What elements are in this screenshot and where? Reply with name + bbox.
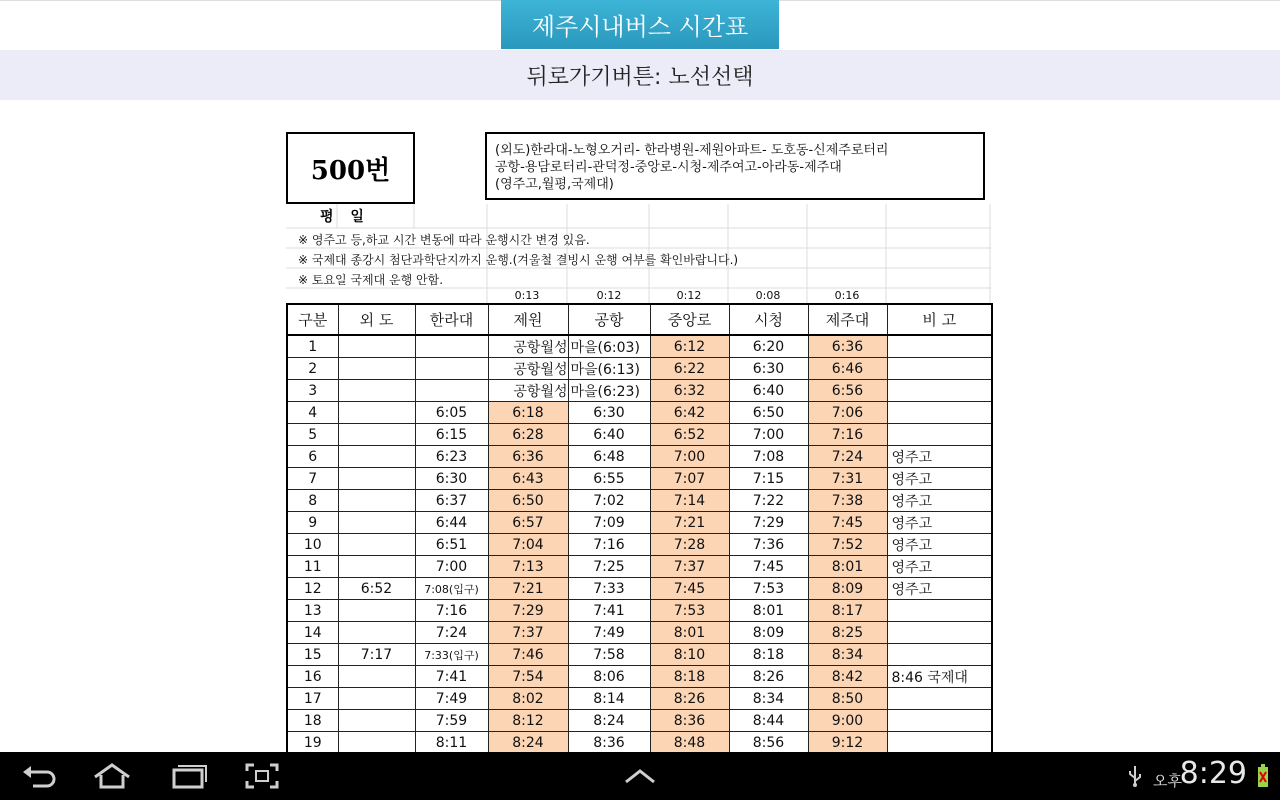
col-header-index: 구분 xyxy=(287,304,338,335)
cell-jungangro: 6:52 xyxy=(650,424,729,446)
cell-airport: 8:06 xyxy=(568,666,650,688)
cell-halla: 8:11 xyxy=(415,732,488,754)
cell-index: 12 xyxy=(287,578,338,600)
cell-oedo xyxy=(338,402,415,424)
recent-apps-icon[interactable] xyxy=(168,752,210,800)
col-header-jewon: 제원 xyxy=(488,304,568,335)
cell-jungangro: 7:45 xyxy=(650,578,729,600)
cell-jewon: 7:21 xyxy=(488,578,568,600)
cell-oedo xyxy=(338,358,415,380)
clock-time: 8:29 xyxy=(1179,756,1247,791)
cell-cityhall: 8:26 xyxy=(729,666,808,688)
cell-jewon: 7:37 xyxy=(488,622,568,644)
cell-cityhall: 8:56 xyxy=(729,732,808,754)
screenshot-icon[interactable] xyxy=(243,752,281,800)
cell-jejudae: 8:01 xyxy=(808,556,887,578)
cell-jungangro: 8:36 xyxy=(650,710,729,732)
cell-airport: 8:14 xyxy=(568,688,650,710)
cell-jungangro: 6:32 xyxy=(650,380,729,402)
travel-time-jewon: 0:13 xyxy=(514,289,540,302)
cell-halla: 6:37 xyxy=(415,490,488,512)
cell-cityhall: 7:00 xyxy=(729,424,808,446)
table-row xyxy=(287,688,992,710)
cell-index: 4 xyxy=(287,402,338,424)
route-desc-line-2: 공항-용담로터리-관덕정-중앙로-시청-제주여고-아라동-제주대 xyxy=(495,160,842,175)
cell-cityhall: 7:36 xyxy=(729,534,808,556)
cell-jewon: 7:54 xyxy=(488,666,568,688)
cell-airport: 6:30 xyxy=(568,402,650,424)
table-row xyxy=(287,512,992,534)
cell-halla: 6:44 xyxy=(415,512,488,534)
table-row xyxy=(287,666,992,688)
cell-airport: 마을(6:13) xyxy=(568,358,650,380)
cell-oedo xyxy=(338,732,415,754)
note-1: ※ 영주고 등,하교 시간 변동에 따라 운행시간 변경 있음. xyxy=(298,233,590,247)
route-number: 500번 xyxy=(286,132,415,204)
cell-jejudae: 7:06 xyxy=(808,402,887,424)
cell-airport: 7:02 xyxy=(568,490,650,512)
cell-cityhall: 7:45 xyxy=(729,556,808,578)
cell-jejudae: 7:31 xyxy=(808,468,887,490)
cell-halla: 6:51 xyxy=(415,534,488,556)
cell-remarks: 영주고 xyxy=(887,512,992,534)
cell-jungangro: 6:42 xyxy=(650,402,729,424)
cell-cityhall: 8:34 xyxy=(729,688,808,710)
route-desc-line-1: (외도)한라대-노형오거리- 한라병원-제원아파트- 도호동-신제주로터리 xyxy=(495,143,889,158)
table-row xyxy=(287,578,992,600)
chevron-up-icon[interactable] xyxy=(622,752,658,800)
cell-oedo xyxy=(338,512,415,534)
cell-cityhall: 6:40 xyxy=(729,380,808,402)
cell-airport: 6:48 xyxy=(568,446,650,468)
cell-cityhall: 8:09 xyxy=(729,622,808,644)
timetable xyxy=(286,303,993,754)
table-row xyxy=(287,622,992,644)
cell-jewon: 7:04 xyxy=(488,534,568,556)
cell-remarks: 영주고 xyxy=(887,556,992,578)
cell-cityhall: 8:01 xyxy=(729,600,808,622)
cell-remarks xyxy=(887,732,992,754)
cell-cityhall: 8:44 xyxy=(729,710,808,732)
cell-index: 7 xyxy=(287,468,338,490)
cell-jejudae: 7:24 xyxy=(808,446,887,468)
cell-index: 2 xyxy=(287,358,338,380)
cell-jejudae: 8:09 xyxy=(808,578,887,600)
cell-jejudae: 8:34 xyxy=(808,644,887,666)
col-header-jungangro: 중앙로 xyxy=(650,304,729,335)
cell-remarks xyxy=(887,402,992,424)
note-2: ※ 국제대 종강시 첨단과학단지까지 운행.(겨울철 결빙시 운행 여부를 확인바랍니다.) xyxy=(298,253,739,267)
cell-jewon: 공항월성 xyxy=(488,380,568,402)
cell-cityhall: 6:30 xyxy=(729,358,808,380)
col-header-cityhall: 시청 xyxy=(729,304,808,335)
cell-halla: 7:08(입구) xyxy=(415,578,488,600)
cell-jungangro: 7:14 xyxy=(650,490,729,512)
cell-oedo xyxy=(338,622,415,644)
cell-index: 9 xyxy=(287,512,338,534)
table-row xyxy=(287,358,992,380)
cell-halla: 6:30 xyxy=(415,468,488,490)
cell-cityhall: 7:08 xyxy=(729,446,808,468)
cell-jewon: 6:36 xyxy=(488,446,568,468)
cell-oedo xyxy=(338,534,415,556)
cell-jejudae: 7:45 xyxy=(808,512,887,534)
table-header-row xyxy=(287,304,992,335)
table-row xyxy=(287,644,992,666)
cell-index: 1 xyxy=(287,335,338,358)
cell-halla: 6:23 xyxy=(415,446,488,468)
cell-cityhall: 7:29 xyxy=(729,512,808,534)
cell-jungangro: 8:10 xyxy=(650,644,729,666)
cell-airport: 7:16 xyxy=(568,534,650,556)
cell-cityhall: 7:15 xyxy=(729,468,808,490)
table-row xyxy=(287,490,992,512)
cell-airport: 8:24 xyxy=(568,710,650,732)
table-row xyxy=(287,534,992,556)
cell-oedo xyxy=(338,446,415,468)
cell-halla: 7:59 xyxy=(415,710,488,732)
cell-jejudae: 9:00 xyxy=(808,710,887,732)
cell-cityhall: 6:50 xyxy=(729,402,808,424)
cell-jungangro: 8:01 xyxy=(650,622,729,644)
col-header-jejudae: 제주대 xyxy=(808,304,887,335)
day-type-label: 평 일 xyxy=(320,209,370,225)
back-hint-text: 뒤로가기버튼: 노선선택 xyxy=(526,64,754,90)
cell-airport: 6:55 xyxy=(568,468,650,490)
cell-oedo xyxy=(338,710,415,732)
cell-remarks: 8:46 국제대 xyxy=(887,666,992,688)
cell-halla: 7:24 xyxy=(415,622,488,644)
route-desc-line-3: (영주고,월평,국제대) xyxy=(495,177,614,192)
cell-jejudae: 6:36 xyxy=(808,335,887,358)
cell-halla: 6:05 xyxy=(415,402,488,424)
cell-jungangro: 7:00 xyxy=(650,446,729,468)
route-description xyxy=(485,132,985,200)
page-title: 제주시내버스 시간표 xyxy=(501,0,779,49)
cell-index: 14 xyxy=(287,622,338,644)
cell-jewon: 6:18 xyxy=(488,402,568,424)
col-header-halla: 한라대 xyxy=(415,304,488,335)
back-icon[interactable] xyxy=(18,752,60,800)
col-header-oedo: 외 도 xyxy=(338,304,415,335)
cell-airport: 7:09 xyxy=(568,512,650,534)
table-row xyxy=(287,600,992,622)
cell-jejudae: 8:42 xyxy=(808,666,887,688)
cell-jewon: 공항월성 xyxy=(488,335,568,358)
clock-ampm: 오후 xyxy=(1153,772,1182,790)
table-row xyxy=(287,710,992,732)
cell-jungangro: 8:18 xyxy=(650,666,729,688)
cell-airport: 7:58 xyxy=(568,644,650,666)
cell-jungangro: 7:21 xyxy=(650,512,729,534)
col-header-airport: 공항 xyxy=(568,304,650,335)
cell-jewon: 7:46 xyxy=(488,644,568,666)
table-row xyxy=(287,732,992,754)
cell-oedo xyxy=(338,556,415,578)
cell-index: 8 xyxy=(287,490,338,512)
cell-oedo xyxy=(338,380,415,402)
cell-remarks xyxy=(887,335,992,358)
cell-remarks xyxy=(887,358,992,380)
cell-oedo xyxy=(338,666,415,688)
cell-jewon: 8:24 xyxy=(488,732,568,754)
col-header-remarks: 비 고 xyxy=(887,304,992,335)
cell-jejudae: 7:38 xyxy=(808,490,887,512)
battery-icon xyxy=(1256,752,1270,800)
cell-airport: 7:33 xyxy=(568,578,650,600)
cell-halla: 7:16 xyxy=(415,600,488,622)
cell-halla xyxy=(415,335,488,358)
cell-remarks xyxy=(887,600,992,622)
cell-index: 17 xyxy=(287,688,338,710)
cell-jungangro: 7:37 xyxy=(650,556,729,578)
cell-airport: 마을(6:23) xyxy=(568,380,650,402)
cell-jungangro: 7:28 xyxy=(650,534,729,556)
timetable-sheet xyxy=(286,132,991,751)
cell-remarks xyxy=(887,688,992,710)
cell-airport: 7:25 xyxy=(568,556,650,578)
cell-index: 13 xyxy=(287,600,338,622)
cell-jewon: 6:43 xyxy=(488,468,568,490)
cell-jejudae: 9:12 xyxy=(808,732,887,754)
table-row xyxy=(287,424,992,446)
cell-jungangro: 6:22 xyxy=(650,358,729,380)
cell-jungangro: 7:53 xyxy=(650,600,729,622)
cell-oedo xyxy=(338,600,415,622)
cell-oedo xyxy=(338,490,415,512)
cell-index: 10 xyxy=(287,534,338,556)
cell-index: 11 xyxy=(287,556,338,578)
cell-jejudae: 6:56 xyxy=(808,380,887,402)
cell-halla: 7:41 xyxy=(415,666,488,688)
cell-jejudae: 6:46 xyxy=(808,358,887,380)
cell-halla: 6:15 xyxy=(415,424,488,446)
cell-oedo xyxy=(338,468,415,490)
cell-jungangro: 8:48 xyxy=(650,732,729,754)
travel-time-airport: 0:12 xyxy=(596,289,622,302)
cell-halla xyxy=(415,380,488,402)
table-row xyxy=(287,468,992,490)
cell-jewon: 7:29 xyxy=(488,600,568,622)
cell-jewon: 8:02 xyxy=(488,688,568,710)
cell-remarks: 영주고 xyxy=(887,534,992,556)
cell-oedo xyxy=(338,335,415,358)
cell-jewon: 공항월성 xyxy=(488,358,568,380)
table-row xyxy=(287,402,992,424)
cell-remarks: 영주고 xyxy=(887,578,992,600)
cell-index: 15 xyxy=(287,644,338,666)
cell-oedo: 7:17 xyxy=(338,644,415,666)
cell-halla: 7:33(입구) xyxy=(415,644,488,666)
travel-time-jejudae: 0:16 xyxy=(834,289,860,302)
table-row xyxy=(287,556,992,578)
cell-remarks: 영주고 xyxy=(887,490,992,512)
cell-index: 19 xyxy=(287,732,338,754)
cell-jewon: 6:57 xyxy=(488,512,568,534)
cell-cityhall: 6:20 xyxy=(729,335,808,358)
cell-cityhall: 7:22 xyxy=(729,490,808,512)
travel-time-jungangro: 0:12 xyxy=(676,289,702,302)
home-icon[interactable] xyxy=(90,752,134,800)
cell-remarks: 영주고 xyxy=(887,446,992,468)
cell-jejudae: 7:52 xyxy=(808,534,887,556)
route-header xyxy=(286,132,991,204)
usb-icon xyxy=(1125,752,1145,800)
table-row xyxy=(287,446,992,468)
cell-cityhall: 8:18 xyxy=(729,644,808,666)
cell-halla: 7:49 xyxy=(415,688,488,710)
cell-index: 3 xyxy=(287,380,338,402)
cell-jungangro: 7:07 xyxy=(650,468,729,490)
cell-remarks xyxy=(887,380,992,402)
cell-airport: 6:40 xyxy=(568,424,650,446)
cell-remarks xyxy=(887,644,992,666)
cell-index: 6 xyxy=(287,446,338,468)
cell-remarks: 영주고 xyxy=(887,468,992,490)
cell-remarks xyxy=(887,710,992,732)
cell-remarks xyxy=(887,424,992,446)
cell-jejudae: 7:16 xyxy=(808,424,887,446)
cell-airport: 7:41 xyxy=(568,600,650,622)
system-navbar xyxy=(0,752,1280,800)
cell-jungangro: 6:12 xyxy=(650,335,729,358)
cell-halla xyxy=(415,358,488,380)
cell-airport: 7:49 xyxy=(568,622,650,644)
cell-jewon: 7:13 xyxy=(488,556,568,578)
cell-remarks xyxy=(887,622,992,644)
note-3: ※ 토요일 국제대 운행 안함. xyxy=(298,273,444,287)
cell-jungangro: 8:26 xyxy=(650,688,729,710)
cell-jejudae: 8:17 xyxy=(808,600,887,622)
cell-jejudae: 8:50 xyxy=(808,688,887,710)
cell-airport: 마을(6:03) xyxy=(568,335,650,358)
cell-jewon: 6:28 xyxy=(488,424,568,446)
cell-oedo xyxy=(338,688,415,710)
cell-airport: 8:36 xyxy=(568,732,650,754)
cell-oedo: 6:52 xyxy=(338,578,415,600)
cell-halla: 7:00 xyxy=(415,556,488,578)
table-row xyxy=(287,380,992,402)
cell-index: 5 xyxy=(287,424,338,446)
table-row xyxy=(287,335,992,358)
cell-jewon: 6:50 xyxy=(488,490,568,512)
cell-index: 18 xyxy=(287,710,338,732)
travel-time-cityhall: 0:08 xyxy=(755,289,781,302)
cell-jewon: 8:12 xyxy=(488,710,568,732)
cell-cityhall: 7:53 xyxy=(729,578,808,600)
back-hint-bar[interactable] xyxy=(0,50,1280,100)
cell-index: 16 xyxy=(287,666,338,688)
cell-jejudae: 8:25 xyxy=(808,622,887,644)
cell-oedo xyxy=(338,424,415,446)
